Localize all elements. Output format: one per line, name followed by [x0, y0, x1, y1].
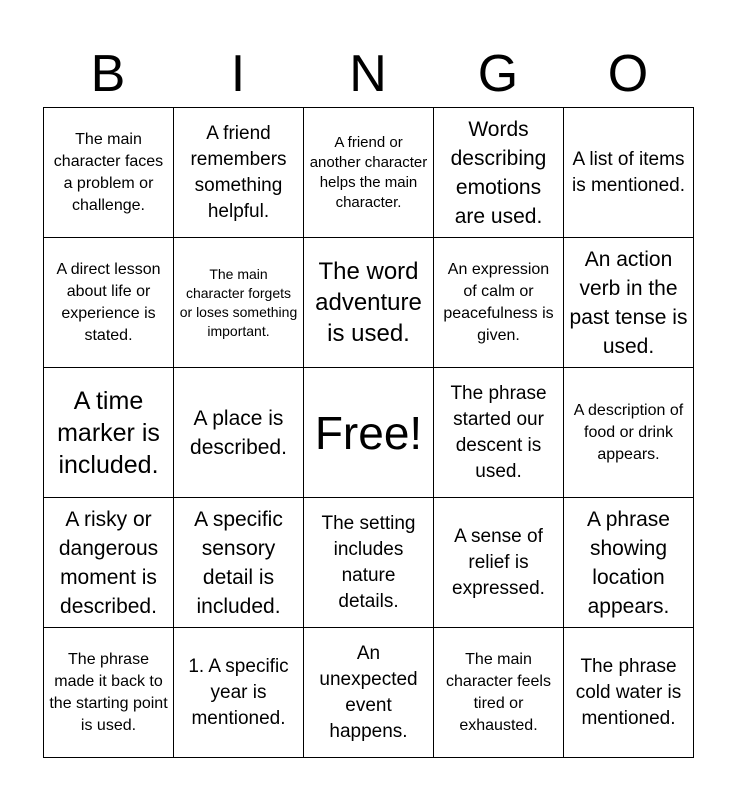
cell-text: A list of items is mentioned. [571, 148, 685, 196]
bingo-cell[interactable] [564, 108, 694, 238]
bingo-header [43, 42, 693, 106]
cell-text: An action verb in the past tense is used. [569, 247, 688, 358]
bingo-cell[interactable] [304, 628, 434, 758]
bingo-cell[interactable] [44, 628, 174, 758]
bingo-cell[interactable] [174, 238, 304, 368]
cell-text: A specific sensory detail is included. [194, 507, 283, 618]
cell-text: A risky or dangerous moment is described. [58, 507, 159, 618]
cell-text: The phrase started our descent is used. [450, 382, 547, 482]
cell-text: A direct lesson about life or experience is stated. [56, 260, 161, 344]
cell-text: The phrase cold water is mentioned. [575, 655, 682, 729]
cell-text: An unexpected event happens. [319, 642, 418, 742]
bingo-cell[interactable] [564, 498, 694, 628]
header-letter-n: N [349, 45, 387, 103]
bingo-cell[interactable] [44, 238, 174, 368]
bingo-cell[interactable] [44, 368, 174, 498]
cell-text: The main character faces a problem or challenge. [53, 130, 164, 214]
bingo-cell[interactable] [434, 498, 564, 628]
cell-text: A phrase showing location appears. [587, 507, 670, 618]
cell-text: The word adventure is used. [315, 258, 422, 347]
bingo-cell[interactable] [434, 108, 564, 238]
bingo-cell[interactable] [564, 628, 694, 758]
bingo-cell[interactable] [44, 498, 174, 628]
cell-text: A friend remembers something helpful. [190, 122, 287, 222]
header-letter-b: B [90, 45, 126, 103]
bingo-cell[interactable] [174, 368, 304, 498]
header-letter-o: O [607, 45, 649, 103]
cell-text: The phrase made it back to the starting point is used. [49, 650, 168, 734]
bingo-cell[interactable] [304, 108, 434, 238]
cell-text: An expression of calm or peacefulness is given. [443, 260, 554, 344]
free-space-cell[interactable] [304, 368, 434, 498]
cell-text: The main character forgets or loses something important. [179, 265, 298, 339]
bingo-cell[interactable] [434, 238, 564, 368]
cell-text: Words describing emotions are used. [450, 117, 547, 228]
bingo-cell[interactable] [174, 628, 304, 758]
cell-text: The setting includes nature details. [321, 512, 416, 612]
bingo-cell[interactable] [434, 628, 564, 758]
header-letter-g: G [477, 45, 519, 103]
cell-text: A time marker is included. [57, 386, 160, 479]
cell-text: A place is described. [190, 406, 287, 459]
cell-text: The main character feels tired or exhausted. [446, 650, 551, 734]
free-space-text: Free! [314, 406, 423, 459]
cell-text: A friend or another character helps the main character. [309, 133, 428, 211]
bingo-grid [43, 107, 694, 758]
header-letter-i: I [230, 45, 246, 103]
cell-text: A sense of relief is expressed. [452, 525, 545, 599]
bingo-cell[interactable] [564, 238, 694, 368]
cell-text: 1. A specific year is mentioned. [188, 655, 289, 729]
cell-text: A description of food or drink appears. [573, 401, 684, 463]
bingo-cell[interactable] [44, 108, 174, 238]
bingo-cell[interactable] [564, 368, 694, 498]
bingo-cell[interactable] [174, 498, 304, 628]
bingo-cell[interactable] [304, 238, 434, 368]
bingo-cell[interactable] [304, 498, 434, 628]
bingo-cell[interactable] [434, 368, 564, 498]
bingo-cell[interactable] [174, 108, 304, 238]
